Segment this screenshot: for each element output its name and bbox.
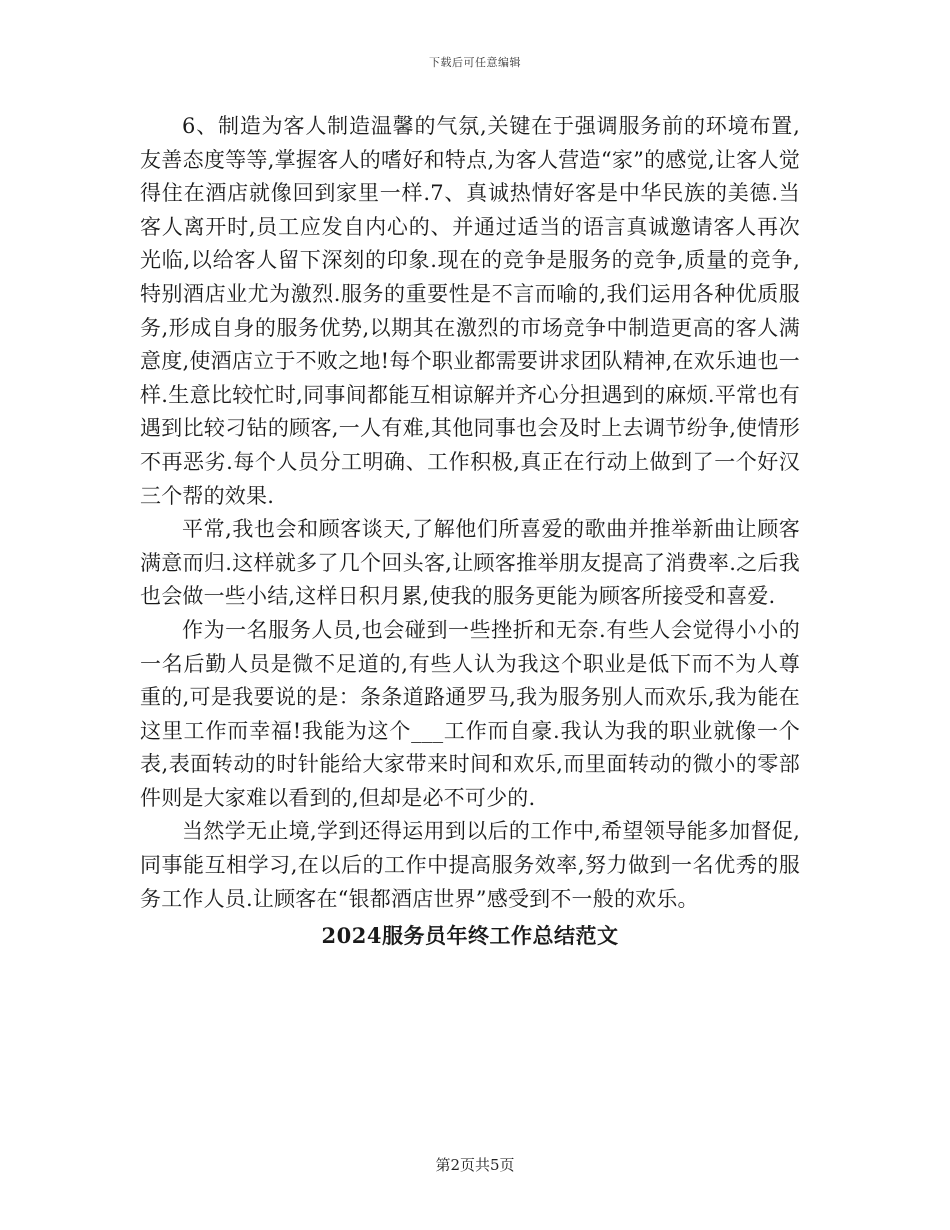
page-number: 第2页共5页 (435, 1156, 515, 1174)
body-text (140, 110, 800, 953)
paragraph-continuous-learning: 当然学无止境,学到还得运用到以后的工作中,希望领导能多加督促,同事能互相学习,在以后的工作中提高服务效率,努力做到一名优秀的服务工作人员.让顾客在“银都酒店世界”感受到不一般的欢乐。 (140, 819, 800, 911)
paragraph-customer-chat: 平常,我也会和顾客谈天,了解他们所喜爱的歌曲并推举新曲让顾客满意而归.这样就多了几个回头客,让顾客推举朋友提高了消费率.之后我也会做一些小结,这样日积月累,使我的服务更能为顾客所接受和喜爱. (140, 517, 800, 609)
paragraph-pride-in-work: 作为一名服务人员,也会碰到一些挫折和无奈.有些人会觉得小小的一名后勤人员是微不足道的,有些人认为我这个职业是低下而不为人尊重的,可是我要说的是：条条道路通罗马,我为服务别人而欢乐,我为能在这里工作而幸福!我能为这个___工作而自豪.我认为我的职业就像一个表,表面转动的时针能给大家带来时间和欢乐,而里面转动的微小的零部件则是大家难以看到的,但却是必不可少的. (140, 617, 800, 810)
section-heading: 2024服务员年终工作总结范文 (321, 923, 619, 949)
paragraph-service-atmosphere: 6、制造为客人制造温馨的气氛,关键在于强调服务前的环境布置,友善态度等等,掌握客人的嗜好和特点,为客人营造“家”的感觉,让客人觉得住在酒店就像回到家里一样.7、真诚热情好客是中华民族的美德.当客人离开时,员工应发自内心的、并通过适当的语言真诚邀请客人再次光临,以给客人留下深刻的印象.现在的竞争是服务的竞争,质量的竞争,特别酒店业尤为激烈.服务的重要性是不言而喻的,我们运用各种优质服务,形成自身的服务优势,以期其在激烈的市场竞争中制造更高的客人满意度,使酒店立于不败之地!每个职业都需要讲求团队精神,在欢乐迪也一样.生意比较忙时,同事间都能互相谅解并齐心分担遇到的麻烦.平常也有遇到比较刁钻的顾客,一人有难,其他同事也会及时上去调节纷争,使情形不再恶劣.每个人员分工明确、工作积极,真正在行动上做到了一个好汉三个帮的效果. (140, 114, 800, 508)
header-note: 下载后可任意编辑 (429, 56, 521, 69)
